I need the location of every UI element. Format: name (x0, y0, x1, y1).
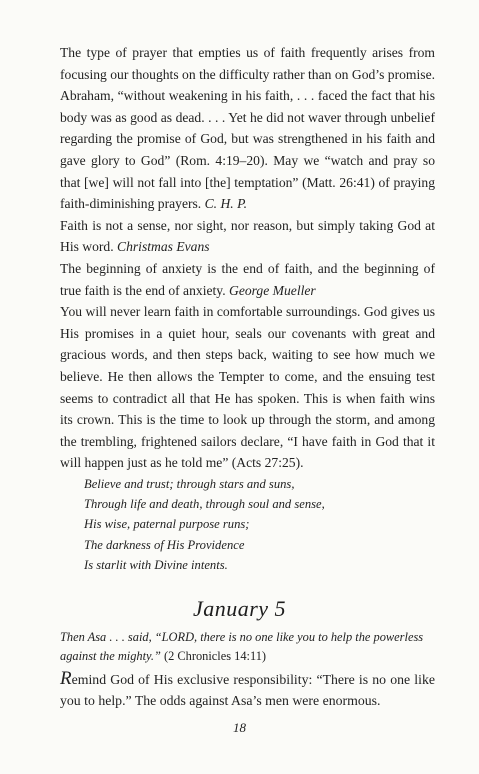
poem-line: Believe and trust; through stars and suns, (84, 477, 295, 491)
paragraph-1 (60, 42, 435, 215)
paragraph-3-signature: George Mueller (229, 282, 316, 298)
paragraph-2-text: Faith is not a sense, nor sight, nor reason, but simply taking God at His word. (60, 217, 435, 255)
paragraph-4 (60, 301, 435, 474)
page-number: 18 (233, 720, 246, 735)
devotion-text (60, 668, 435, 711)
drop-cap: R (60, 668, 72, 689)
poem-line: His wise, paternal purpose runs; (84, 517, 250, 532)
body-text (60, 42, 435, 474)
scripture-verse (60, 628, 435, 666)
paragraph-1-signature: C. H. P. (204, 196, 248, 212)
poem-line: Is starlit with Divine intents. (84, 557, 228, 572)
poem-line: Through life and death, through soul and sense, (84, 497, 325, 512)
date-heading: January 5 (192, 596, 287, 621)
devotion-body: emind God of His exclusive responsibility: “There is no one like you to help.” The odds against Asa’s men were enormous. (60, 672, 435, 708)
paragraph-3 (60, 258, 435, 301)
paragraph-2 (60, 215, 435, 258)
paragraph-2-signature: Christmas Evans (117, 239, 210, 255)
scripture-quote: Then Asa . . . said, “LORD, there is no one like you to help the powerless against the mighty.” (60, 630, 424, 663)
paragraph-3-text: The beginning of anxiety is the end of faith, and the beginning of true faith is the end of anxiety. (60, 260, 435, 298)
poem-line: The darkness of His Providence (84, 537, 245, 552)
paragraph-1-text: The type of prayer that empties us of faith frequently arises from focusing our thoughts on the difficulty rather than on God’s promise. Abraham, “without weakening in his faith, . . . faced the fact that his body was as good as dead. . . . Yet he did not waver through unbelief regarding the promise of God, but was strengthened in his faith and gave glory to God” (Rom. 4:19–20). May we “watch and pray so that [we] will not fall into [the] temptation” (Matt. 26:41) of praying faith-diminishing prayers. (60, 45, 435, 212)
scripture-reference: (2 Chronicles 14:11) (163, 649, 267, 663)
poem (84, 474, 424, 575)
paragraph-4-text: You will never learn faith in comfortable surroundings. God gives us His promises in a quiet hour, seals our covenants with great and gracious words, and then steps back, waiting to see how much we believe. He then allows the Tempter to come, and the ensuing test seems to contradict all that He has spoken. This is when faith wins its crown. This is the time to look up through the storm, and among the trembling, frightened sailors declare, “I have faith in God that it will happen just as he told me” (Acts 27:25). (60, 304, 435, 471)
